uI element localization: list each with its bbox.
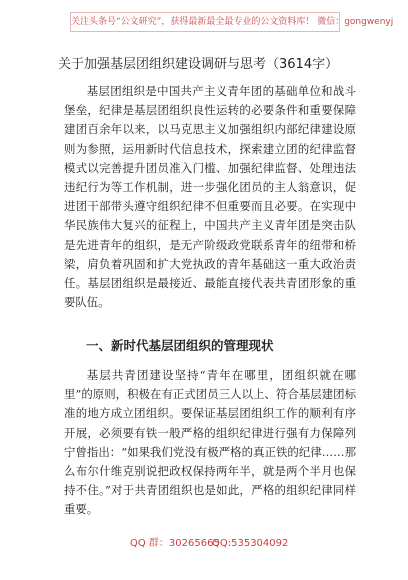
section-paragraph: 基层共青团建设坚持“青年在哪里，团组织就在哪里”的原则，积极在有正式团员三人以上、符合基层建团标准的地方成立团组织。要保证基层团组织工作的顺利有序开展，必须要有铁一般严格的组织纪律进行强有力保障列宁曾指出：“如果我们党没有极严格的真正铁的纪律……那么布尔什维克别说把政权保持两年半，就是两个半月也保持不住。”对于共青团组织也是如此，严格的组织纪律同样重要。: [64, 368, 356, 517]
section-heading: 一、新时代基层团组织的管理现状: [86, 338, 274, 353]
intro-paragraph: 基层团组织是中国共产主义青年团的基础单位和战斗堡垒，纪律是基层团组织良性运转的必要条件和重要保障建团百余年以来，以马克思主义加强组织内部纪律建设原则为参照，运用新时代信息技术，探索建立团的纪律监督模式以完善提升团员准入门槛、加强纪律监督、处理违法违纪行为等工作机制，进一步强化团员的主人翁意识，促进团干部带头遵守组织纪律不但重要而且必要。在实现中华民族伟大复兴的征程上，中国共产主义青年团是突击队是先进青年的组织，是无产阶级政党联系青年的纽带和桥梁，肩负着巩固和扩大党执政的青年基础这一重大政治责任。基层团组织是最接近、最能直接代表共青团形象的重要队伍。: [64, 84, 356, 310]
page-title: 关于加强基层团组织建设调研与思考（3614字）: [58, 57, 339, 72]
footer-qq-contact: QQ:535304092: [212, 538, 289, 549]
footer: [0, 536, 408, 552]
footer-qq-group: QQ 群：30265665: [130, 538, 220, 549]
top-banner: 关注头条号“公文研究”，获得最新最全最专业的公文资料库！ 微信：gongwenyj: [70, 12, 340, 32]
